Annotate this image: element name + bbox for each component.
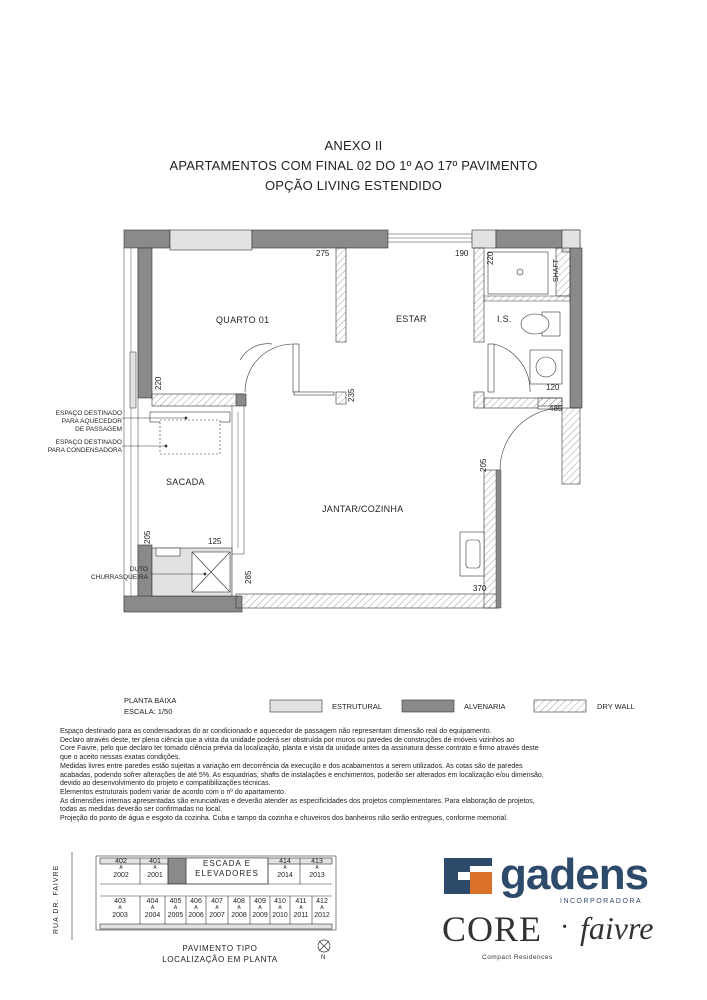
unit-number: 401: [149, 858, 161, 865]
dim-235: 235: [347, 388, 356, 402]
unit-number: 406: [190, 898, 202, 905]
note-line: Medidas livres entre paredes estão sujeitas a variação em decorrência da execução e dos acabamentos a serem utilizados. As cotas são de paredes: [60, 762, 523, 770]
dim-120: 120: [546, 383, 560, 392]
gadens-subtitle: INCORPORADORA: [560, 898, 643, 905]
gadens-logo-icon: [444, 858, 492, 894]
dim-220-top: 220: [486, 251, 495, 265]
core-logo-dot: ·: [560, 912, 570, 943]
unit-number-alt: 2010: [272, 912, 288, 919]
title-apartments: APARTAMENTOS COM FINAL 02 DO 1º AO 17º PAVIMENTO: [169, 158, 538, 173]
dim-190: 190: [455, 249, 469, 258]
unit-number: 407: [211, 898, 223, 905]
gadens-logo-text: gadens: [500, 850, 649, 899]
plan-name: PLANTA BAIXA: [124, 696, 177, 705]
unit-sep: A: [320, 905, 324, 911]
bottom-units-row: [100, 898, 332, 919]
note-line: Projeção do ponto de água e esgoto da cozinha. Cuba e tampo da cozinha e chuveiros dos banheiros não serão entregues, conforme memorial.: [60, 815, 508, 823]
core-logo-text: CORE: [442, 909, 543, 949]
unit-413: [304, 858, 330, 879]
unit-number-alt: 2009: [252, 912, 268, 919]
legend-label-drywall: DRY WALL: [597, 702, 635, 711]
balcony-fixtures: [150, 412, 232, 596]
unit-402: [108, 858, 134, 879]
unit-number: 414: [279, 858, 291, 865]
unit-sep: A: [118, 905, 122, 911]
annotation-aquecedor-line2: PARA AQUECEDOR: [61, 418, 122, 425]
legend-label-masonry: ALVENARIA: [464, 702, 506, 711]
dim-285: 285: [244, 570, 253, 584]
note-line: que o aceito nessas exatas condições.: [60, 754, 181, 762]
unit-414: [272, 858, 298, 879]
dim-370: 370: [473, 584, 487, 593]
unit-403: [100, 898, 140, 919]
unit-number: 410: [274, 898, 286, 905]
unit-405: [165, 898, 186, 919]
unit-number: 405: [169, 898, 182, 905]
annotation-duto-line2: CHURRASQUEIRA: [90, 574, 148, 581]
unit-number: 403: [114, 898, 126, 905]
annotation-aquecedor-line1: ESPAÇO DESTINADO: [55, 410, 122, 417]
title-option: OPÇÃO LIVING ESTENDIDO: [264, 178, 443, 193]
unit-sep: A: [194, 905, 198, 911]
unit-number-alt: 2008: [231, 912, 247, 919]
note-line: acabadas, podendo sofrer alterações de até 5%. As esquadrias, shafts de instalações e enchimentos, poderão ser alterados em localização e/ou dimensão,: [60, 771, 544, 779]
dim-205-right: 205: [479, 458, 488, 472]
plan-scale: ESCALA: 1/50: [124, 707, 173, 716]
unit-number: 411: [295, 898, 307, 905]
note-line: Espaço destinado para as condensadoras do ar condicionado e aquecedor de passagem não representam dimensão real do equipamento.: [60, 728, 492, 735]
unit-number-alt: 2001: [147, 872, 163, 879]
room-quarto: QUARTO 01: [216, 315, 270, 325]
room-sacada: SACADA: [166, 477, 205, 487]
unit-409: [250, 898, 270, 919]
unit-sep: A: [299, 905, 303, 911]
unit-number: 412: [316, 898, 328, 905]
unit-number-alt: 2005: [167, 912, 184, 919]
unit-sep: A: [215, 905, 219, 911]
annotation-aquecedor-line3: DE PASSAGEM: [75, 426, 122, 433]
unit-sep: A: [283, 865, 287, 871]
unit-number-alt: 2006: [188, 912, 204, 919]
unit-408: [228, 898, 250, 919]
note-line: devido ao desenvolvimento do projeto e compatibilizações técnicas.: [60, 780, 271, 788]
location-caption: [140, 943, 300, 965]
faivre-logo-text: faivre: [580, 910, 654, 946]
unit-number: 409: [254, 898, 266, 905]
unit-number: 404: [146, 898, 159, 905]
unit-sep: A: [237, 905, 241, 911]
note-line: Core Faivre, pelo que declaro ter tomado ciência prévia da localização, planta e vista da unidade antes da assinatura desse contrato e firmo através deste: [60, 745, 539, 753]
location-caption-line1: PAVIMENTO TIPO: [182, 944, 258, 953]
unit-number-alt: 2012: [314, 912, 330, 919]
unit-number-alt: 2003: [112, 912, 128, 919]
legend-label-structural: ESTRUTURAL: [332, 702, 383, 711]
unit-number-alt: 2011: [293, 912, 309, 919]
unit-sep: A: [315, 865, 319, 871]
unit-411: [290, 898, 312, 919]
unit-number-alt: 2002: [113, 872, 129, 879]
unit-410: [270, 898, 290, 919]
annotation-condensadora: [20, 439, 122, 455]
annotation-duto-line1: DUTO: [129, 566, 148, 573]
dim-220-left: 220: [154, 376, 163, 390]
annotation-aquecedor: [30, 410, 122, 434]
unit-sep: A: [173, 905, 178, 911]
unit-number: 408: [233, 898, 245, 905]
unit-number-alt: 2014: [277, 872, 293, 879]
annotation-duto: [40, 566, 148, 582]
north-label: N: [321, 955, 326, 961]
dim-485: 485: [549, 404, 563, 413]
unit-sep: A: [258, 905, 262, 911]
north-arrow-icon: [318, 940, 330, 952]
unit-highlight: [168, 858, 186, 884]
dim-205-left: 205: [143, 530, 152, 544]
dim-125: 125: [208, 537, 222, 546]
note-line: Declaro através deste, ter plena ciência que a vista da unidade poderá ser obstruída por muros ou paredes de construções de imóveis vizinhos ao: [60, 736, 515, 744]
unit-sep: A: [153, 865, 157, 871]
legend-swatch-masonry: [402, 700, 454, 712]
stairs-label-line1: ESCADA E: [202, 859, 251, 868]
note-line: Elementos estruturais podem variar de acordo com o nº do apartamento.: [60, 788, 286, 796]
unit-number-alt: 2013: [309, 872, 325, 879]
stairs-label: [186, 859, 268, 879]
unit-sep: A: [119, 865, 123, 871]
unit-407: [206, 898, 228, 919]
unit-sep: A: [150, 905, 155, 911]
room-jantar: JANTAR/COZINHA: [322, 504, 404, 514]
unit-number-alt: 2007: [209, 912, 225, 919]
street-label: RUA DR. FAIVRE: [53, 864, 60, 934]
legend-swatch-drywall: [534, 700, 586, 712]
unit-number: 402: [115, 858, 127, 865]
unit-404: [140, 898, 165, 919]
unit-401: [143, 858, 167, 879]
annotation-condensadora-line1: ESPAÇO DESTINADO: [55, 439, 122, 446]
legend-swatch-structural: [270, 700, 322, 712]
location-caption-line2: LOCALIZAÇÃO EM PLANTA: [162, 955, 278, 964]
kitchen-sink: [460, 532, 484, 576]
note-line: As dimensões internas apresentadas são enunciativas e deverão atender as especificidades dos projetos complementares. Para elaboração de projetos,: [60, 797, 535, 805]
unit-number-alt: 2004: [144, 912, 161, 919]
title-annex: ANEXO II: [324, 138, 383, 153]
unit-sep: A: [278, 905, 282, 911]
room-shaft: SHAFT: [553, 259, 560, 282]
annotation-condensadora-line2: PARA CONDENSADORA: [47, 447, 122, 454]
legend: [270, 700, 586, 712]
unit-412: [312, 898, 332, 919]
room-estar: ESTAR: [396, 314, 427, 324]
disclaimer-notes: [60, 728, 650, 824]
stairs-label-line2: ELEVADORES: [195, 869, 259, 878]
note-line: todas as medidas deverão ser confirmadas no local.: [60, 806, 222, 814]
unit-number: 413: [311, 858, 323, 865]
dim-275: 275: [316, 249, 330, 258]
unit-406: [186, 898, 206, 919]
room-is: I.S.: [497, 314, 512, 324]
core-subtitle: Compact Residences: [482, 954, 553, 961]
